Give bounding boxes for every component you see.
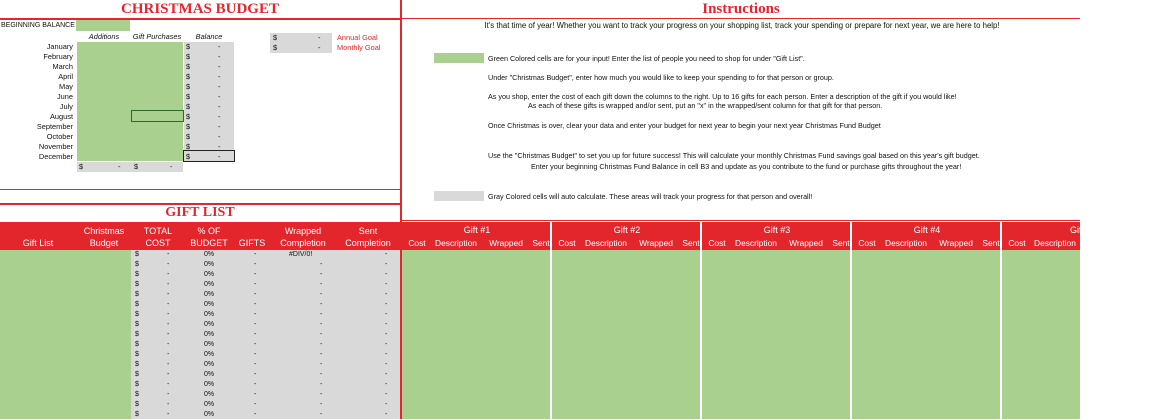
- gifts-count: -: [254, 401, 257, 408]
- month-label: January: [46, 42, 73, 51]
- green-legend-swatch: [434, 53, 484, 63]
- total-cost-sign: $: [135, 391, 139, 398]
- pct-budget-value: 0%: [204, 271, 215, 278]
- gift-subheader-cost: Cost: [1008, 238, 1026, 248]
- month-label: July: [59, 102, 73, 111]
- gifts-count: -: [254, 341, 257, 348]
- gifts-count: -: [254, 281, 257, 288]
- gift-subheader-wrapped: Wrapped: [489, 238, 523, 248]
- wrapped-completion: -: [320, 411, 323, 418]
- total-cost-value: -: [167, 301, 170, 308]
- wrapped-completion: -: [320, 371, 323, 378]
- balance-dollar-sign: $: [186, 42, 191, 51]
- balance-value: -: [218, 82, 221, 91]
- instructions-budget-note: Under "Christmas Budget", enter how much you would like to keep your spending to for that person or group.: [488, 73, 834, 82]
- gift-subheader-cost: Cost: [858, 238, 876, 248]
- total-cost-value: -: [167, 261, 170, 268]
- sent-completion: -: [385, 411, 388, 418]
- col-gift-list-header: Gift List: [22, 238, 54, 248]
- total-purchases-sign: $: [134, 162, 139, 171]
- pct-budget-value: 0%: [204, 371, 215, 378]
- total-cost-value: -: [167, 251, 170, 258]
- balance-dollar-sign: $: [186, 132, 191, 141]
- month-label: March: [52, 62, 73, 71]
- pct-budget-value: 0%: [204, 261, 215, 268]
- gift-subheader-description: Description: [885, 238, 927, 248]
- balance-value: -: [218, 132, 221, 141]
- total-cost-value: -: [167, 331, 170, 338]
- gift-block-2[interactable]: [552, 250, 700, 419]
- sent-completion: -: [385, 391, 388, 398]
- sent-completion: -: [385, 341, 388, 348]
- balance-value: -: [218, 122, 221, 131]
- gift-block-1[interactable]: [402, 250, 550, 419]
- month-label: September: [36, 122, 73, 131]
- sent-completion: -: [385, 271, 388, 278]
- gifts-count: -: [254, 261, 257, 268]
- gift-subheader-description: Description: [435, 238, 477, 248]
- pct-budget-value: 0%: [204, 361, 215, 368]
- pct-budget-value: 0%: [204, 341, 215, 348]
- pct-budget-value: 0%: [204, 291, 215, 298]
- monthly-input-area[interactable]: [77, 42, 183, 161]
- sent-completion: -: [385, 321, 388, 328]
- balance-dollar-sign: $: [186, 112, 191, 121]
- gift-purchases-header: Gift Purchases: [132, 32, 182, 41]
- gift-list-calc-area: [131, 250, 400, 419]
- total-additions-value: -: [118, 162, 121, 171]
- gifts-count: -: [254, 301, 257, 308]
- wrapped-completion: -: [320, 311, 323, 318]
- gift-header-2: Gift #2: [613, 225, 641, 235]
- gift-subheader-sent: Sent: [982, 238, 1000, 248]
- balance-dollar-sign: $: [186, 82, 191, 91]
- total-cost-sign: $: [135, 401, 139, 408]
- wrapped-completion: -: [320, 331, 323, 338]
- balance-value: -: [218, 112, 221, 121]
- balance-value: -: [218, 52, 221, 61]
- total-cost-sign: $: [135, 261, 139, 268]
- gifts-count: -: [254, 361, 257, 368]
- instructions-title-underline: [402, 18, 1080, 19]
- instructions-success-note-1: Use the "Christmas Budget" to set you up for future success! This will calculate your monthly Christmas Fund savings goal based on this year's gift budget.: [488, 151, 980, 160]
- month-label: February: [43, 52, 73, 61]
- col-sent-l1: Sent: [358, 226, 378, 236]
- wrapped-completion: -: [320, 361, 323, 368]
- beginning-balance-label: BEGINNING BALANCE: [1, 22, 75, 29]
- total-cost-value: -: [167, 361, 170, 368]
- sent-completion: -: [385, 401, 388, 408]
- gift-header-4: Gift #4: [913, 225, 941, 235]
- col-wrapped-l2: Completion: [280, 238, 326, 248]
- gift-block-separator: [550, 222, 552, 419]
- gift-subheader-cost: Cost: [708, 238, 726, 248]
- pct-budget-value: 0%: [204, 311, 215, 318]
- total-cost-sign: $: [135, 361, 139, 368]
- total-cost-sign: $: [135, 311, 139, 318]
- wrapped-completion: -: [320, 391, 323, 398]
- col-gifts-header: GIFTS: [238, 238, 266, 248]
- total-cost-sign: $: [135, 371, 139, 378]
- month-label: August: [49, 112, 73, 121]
- gifts-count: -: [254, 291, 257, 298]
- total-cost-value: -: [167, 391, 170, 398]
- gift-header-5: Gift: [1069, 225, 1084, 235]
- wrapped-completion: -: [320, 381, 323, 388]
- wrapped-completion: #DIV/0!: [289, 251, 313, 258]
- total-cost-value: -: [167, 411, 170, 418]
- wrapped-completion: -: [320, 321, 323, 328]
- balance-column: [184, 42, 234, 161]
- instructions-green-note: Green Colored cells are for your input! Enter the list of people you need to shop for under "Gift List".: [488, 54, 805, 63]
- wrapped-completion: -: [320, 351, 323, 358]
- col-christmas-budget-l2: Budget: [89, 238, 119, 248]
- gift-header-3: Gift #3: [763, 225, 791, 235]
- gift-subheader-wrapped: Wrapped: [639, 238, 673, 248]
- sent-completion: -: [385, 371, 388, 378]
- col-total-cost-l1: TOTAL: [143, 226, 173, 236]
- balance-value: -: [218, 152, 221, 161]
- annual-goal-label: Annual Goal: [337, 33, 378, 42]
- budget-title: CHRISTMAS BUDGET: [121, 1, 279, 17]
- gift-subheader-wrapped: Wrapped: [789, 238, 823, 248]
- balance-value: -: [218, 62, 221, 71]
- gift-block-5[interactable]: [1002, 250, 1080, 419]
- month-label: October: [46, 132, 73, 141]
- total-cost-value: -: [167, 401, 170, 408]
- col-christmas-budget-l1: Christmas: [83, 226, 125, 236]
- pct-budget-value: 0%: [204, 331, 215, 338]
- gifts-count: -: [254, 351, 257, 358]
- total-purchases-value: -: [170, 162, 173, 171]
- pct-budget-value: 0%: [204, 401, 215, 408]
- balance-dollar-sign: $: [186, 152, 191, 161]
- budget-bottom-line: [0, 189, 400, 190]
- gift-subheader-description: Description: [1034, 238, 1076, 248]
- total-cost-sign: $: [135, 271, 139, 278]
- wrapped-completion: -: [320, 291, 323, 298]
- balance-value: -: [218, 72, 221, 81]
- pct-budget-value: 0%: [204, 321, 215, 328]
- total-cost-value: -: [167, 281, 170, 288]
- sent-completion: -: [385, 351, 388, 358]
- gift-subheader-sent: Sent: [832, 238, 850, 248]
- gifts-count: -: [254, 331, 257, 338]
- balance-value: -: [218, 42, 221, 51]
- month-label: May: [59, 82, 73, 91]
- total-cost-sign: $: [135, 301, 139, 308]
- balance-dollar-sign: $: [186, 142, 191, 151]
- col-wrapped-l1: Wrapped: [284, 226, 322, 236]
- pct-budget-value: 0%: [204, 251, 215, 258]
- col-pct-budget-l2: BUDGET: [190, 238, 228, 248]
- gift-header-1: Gift #1: [463, 225, 491, 235]
- total-cost-sign: $: [135, 331, 139, 338]
- balance-value: -: [218, 102, 221, 111]
- sent-completion: -: [385, 331, 388, 338]
- balance-dollar-sign: $: [186, 102, 191, 111]
- wrapped-completion: -: [320, 271, 323, 278]
- sent-completion: -: [385, 291, 388, 298]
- instructions-success-note-2: Enter your beginning Christmas Fund Balance in cell B3 and update as you contribute to the fund or purchase gifts throughout the year!: [531, 162, 962, 171]
- gifts-count: -: [254, 371, 257, 378]
- pct-budget-value: 0%: [204, 411, 215, 418]
- balance-value: -: [218, 142, 221, 151]
- sent-completion: -: [385, 301, 388, 308]
- annual-goal-value: -: [318, 33, 321, 42]
- gifts-count: -: [254, 251, 257, 258]
- gift-block-separator: [850, 222, 852, 419]
- balance-dollar-sign: $: [186, 72, 191, 81]
- balance-value: -: [218, 92, 221, 101]
- gray-legend-swatch: [434, 191, 484, 201]
- pct-budget-value: 0%: [204, 351, 215, 358]
- pct-budget-value: 0%: [204, 381, 215, 388]
- balance-dollar-sign: $: [186, 62, 191, 71]
- gift-subheader-sent: Sent: [682, 238, 700, 248]
- gifts-count: -: [254, 271, 257, 278]
- gift-subheader-cost: Cost: [408, 238, 426, 248]
- annual-goal-sign: $: [273, 33, 278, 42]
- gift-list-title: GIFT LIST: [165, 205, 235, 220]
- sent-completion: -: [385, 261, 388, 268]
- month-label: June: [56, 92, 73, 101]
- total-cost-value: -: [167, 381, 170, 388]
- instructions-gray-note: Gray Colored cells will auto calculate. These areas will track your progress for that person and overall!: [488, 192, 813, 201]
- sent-completion: -: [385, 311, 388, 318]
- gift-block-separator: [1000, 222, 1002, 419]
- monthly-goal-sign: $: [273, 43, 278, 52]
- total-cost-sign: $: [135, 341, 139, 348]
- total-cost-value: -: [167, 311, 170, 318]
- beginning-balance-input[interactable]: [76, 20, 130, 31]
- total-cost-value: -: [167, 271, 170, 278]
- pct-budget-value: 0%: [204, 301, 215, 308]
- gift-subheader-sent: Sent: [532, 238, 550, 248]
- selected-cell-december-balance[interactable]: [183, 150, 235, 162]
- gift-block-4[interactable]: [852, 250, 1000, 419]
- total-cost-value: -: [167, 351, 170, 358]
- instructions-after-note: Once Christmas is over, clear your data and enter your budget for next year to begin your next year Christmas Fund Budget: [488, 121, 881, 130]
- month-label: November: [38, 142, 73, 151]
- sent-completion: -: [385, 281, 388, 288]
- balance-header: Balance: [195, 32, 223, 41]
- monthly-goal-cell: [270, 43, 332, 53]
- total-additions-sign: $: [79, 162, 84, 171]
- gift-subheader-description: Description: [735, 238, 777, 248]
- gift-block-3[interactable]: [702, 250, 850, 419]
- total-cost-sign: $: [135, 321, 139, 328]
- gifts-count: -: [254, 391, 257, 398]
- balance-dollar-sign: $: [186, 92, 191, 101]
- wrapped-completion: -: [320, 261, 323, 268]
- total-cost-sign: $: [135, 351, 139, 358]
- total-cost-value: -: [167, 321, 170, 328]
- gift-subheader-cost: Cost: [558, 238, 576, 248]
- month-label: April: [58, 72, 73, 81]
- col-sent-l2: Completion: [345, 238, 391, 248]
- gift-subheader-description: Description: [585, 238, 627, 248]
- monthly-goal-value: -: [318, 43, 321, 52]
- total-cost-sign: $: [135, 281, 139, 288]
- budget-title-underline: [0, 18, 400, 20]
- instructions-title: Instructions: [702, 1, 780, 17]
- pct-budget-value: 0%: [204, 281, 215, 288]
- total-cost-sign: $: [135, 251, 139, 258]
- sent-completion: -: [385, 361, 388, 368]
- sent-completion: -: [385, 251, 388, 258]
- instructions-intro: It's that time of year! Whether you want to track your progress on your shopping list, track your spending or prepare for next year, we are here to help!: [484, 21, 1000, 30]
- col-total-cost-l2: COST: [145, 238, 171, 248]
- instructions-shop-note-1: As you shop, enter the cost of each gift down the columns to the right. Up to 16 gifts for each person. Enter a description of the gift if you would like!: [488, 92, 957, 101]
- gifts-count: -: [254, 381, 257, 388]
- wrapped-completion: -: [320, 301, 323, 308]
- selected-cell-august[interactable]: [131, 110, 184, 122]
- gifts-count: -: [254, 411, 257, 418]
- instructions-shop-note-2: As each of these gifts is wrapped and/or sent, put an "x" in the wrapped/sent column for that gift for that person.: [528, 101, 883, 110]
- totals-row: [77, 162, 183, 172]
- additions-header: Additions: [88, 32, 120, 41]
- total-cost-sign: $: [135, 411, 139, 418]
- gift-list-input-area[interactable]: [0, 250, 131, 419]
- col-pct-budget-l1: % OF: [197, 226, 221, 236]
- total-cost-value: -: [167, 291, 170, 298]
- sent-completion: -: [385, 381, 388, 388]
- wrapped-completion: -: [320, 281, 323, 288]
- gift-block-separator: [700, 222, 702, 419]
- wrapped-completion: -: [320, 401, 323, 408]
- instructions-bottom-line: [402, 220, 1080, 221]
- total-cost-sign: $: [135, 381, 139, 388]
- balance-dollar-sign: $: [186, 52, 191, 61]
- gifts-count: -: [254, 311, 257, 318]
- gift-subheader-wrapped: Wrapped: [939, 238, 973, 248]
- pct-budget-value: 0%: [204, 391, 215, 398]
- monthly-goal-label: Monthly Goal: [337, 43, 381, 52]
- balance-dollar-sign: $: [186, 122, 191, 131]
- total-cost-sign: $: [135, 291, 139, 298]
- total-cost-value: -: [167, 371, 170, 378]
- annual-goal-cell: [270, 33, 332, 43]
- gifts-count: -: [254, 321, 257, 328]
- wrapped-completion: -: [320, 341, 323, 348]
- month-label: December: [38, 152, 73, 161]
- total-cost-value: -: [167, 341, 170, 348]
